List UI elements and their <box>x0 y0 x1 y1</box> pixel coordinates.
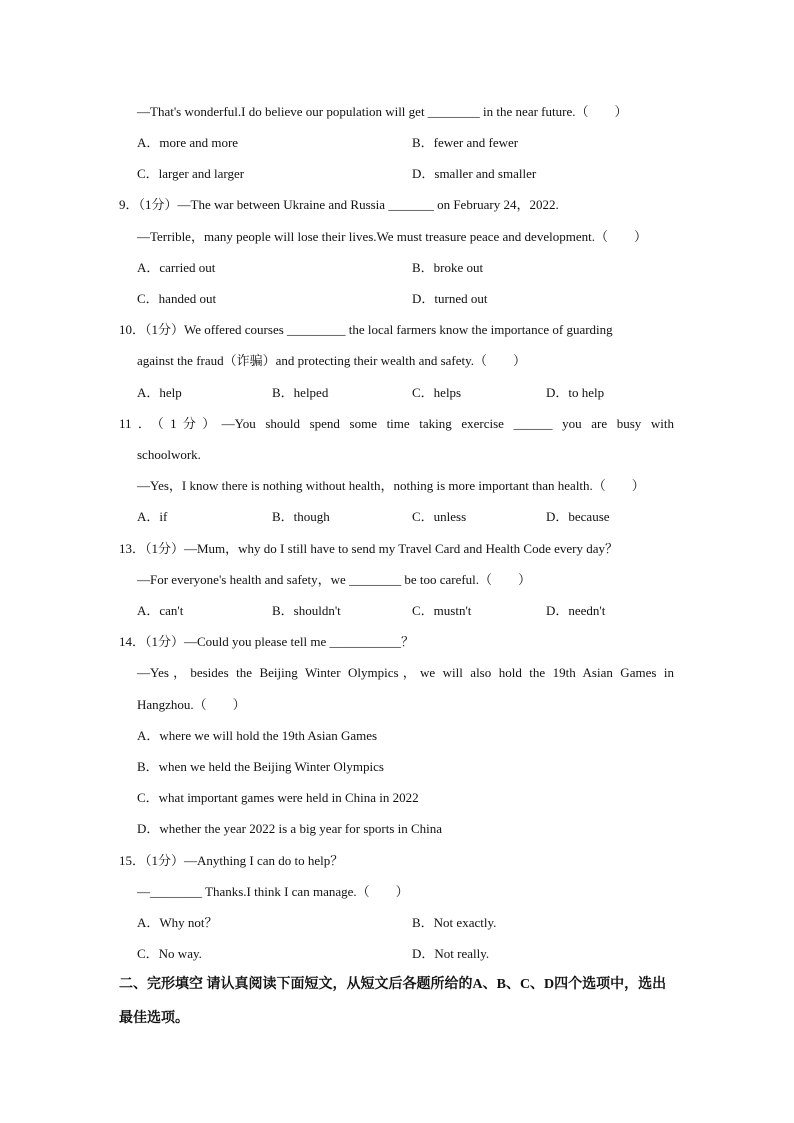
q11-option-d: D．because <box>546 509 610 524</box>
q10-option-b: B．helped <box>272 385 329 400</box>
q14-stem: 14．（1分）—Could you please tell me ___________？ <box>119 634 415 649</box>
section-heading: 二、完形填空 请认真阅读下面短文，从短文后各题所给的A、B、C、D四个选项中，选出 <box>119 977 667 992</box>
q11-option-b: B．though <box>272 509 330 524</box>
q11-option-a: A．if <box>137 509 168 524</box>
q15-option-d: D．Not really. <box>412 946 490 961</box>
q15-option-b: B．Not exactly. <box>412 915 497 930</box>
q11-stem: 11．（1分）—You should spend some time taking exercise ______ you are busy with <box>119 416 674 431</box>
q15-dialogue-line: —________ Thanks.I think I can manage.（ ） <box>137 884 409 899</box>
q10-option-c: C．helps <box>412 385 462 400</box>
q14-option-d: D．whether the year 2022 is a big year for sports in China <box>137 821 443 836</box>
q9-option-b: B．broke out <box>412 260 484 275</box>
q13-option-c: C．mustn't <box>412 603 472 618</box>
q10-stem-continued: against the fraud（诈骗）and protecting their wealth and safety.（ ） <box>137 353 527 368</box>
q8-dialogue-line: —That's wonderful.I do believe our population will get ________ in the near future.（ ） <box>137 104 628 119</box>
q10-option-a: A．help <box>137 385 182 400</box>
q13-stem: 13．（1分）—Mum，why do I still have to send my Travel Card and Health Code every day？ <box>119 541 618 556</box>
q14-option-c: C．what important games were held in China in 2022 <box>137 790 419 805</box>
section-heading-continued: 最佳选项。 <box>119 1011 189 1026</box>
q14-dialogue-line: —Yes，besides the Beijing Winter Olympics，we will also hold the 19th Asian Games in <box>137 665 674 680</box>
q8-option-b: B．fewer and fewer <box>412 135 519 150</box>
q13-option-b: B．shouldn't <box>272 603 341 618</box>
q11-option-c: C．unless <box>412 509 467 524</box>
q9-option-a: A．carried out <box>137 260 216 275</box>
q14-dialogue-continued: Hangzhou.（ ） <box>137 697 246 712</box>
q9-option-c: C．handed out <box>137 291 217 306</box>
q15-option-c: C．No way. <box>137 946 202 961</box>
q9-option-d: D．turned out <box>412 291 488 306</box>
q13-option-d: D．needn't <box>546 603 606 618</box>
q15-option-a: A．Why not？ <box>137 915 218 930</box>
q10-stem: 10．（1分）We offered courses _________ the local farmers know the importance of guarding <box>119 322 613 337</box>
q14-option-b: B．when we held the Beijing Winter Olympics <box>137 759 384 774</box>
q10-option-d: D．to help <box>546 385 605 400</box>
q13-dialogue-line: —For everyone's health and safety，we ________ be too careful.（ ） <box>137 572 532 587</box>
q9-dialogue-line: —Terrible，many people will lose their lives.We must treasure peace and development.（ ） <box>137 229 647 244</box>
q8-option-d: D．smaller and smaller <box>412 166 537 181</box>
q13-option-a: A．can't <box>137 603 184 618</box>
q15-stem: 15．（1分）—Anything I can do to help？ <box>119 853 344 868</box>
q14-option-a: A．where we will hold the 19th Asian Games <box>137 728 378 743</box>
q11-dialogue-line: —Yes，I know there is nothing without health，nothing is more important than health.（ ） <box>137 478 645 493</box>
q8-option-a: A．more and more <box>137 135 239 150</box>
q8-option-c: C．larger and larger <box>137 166 245 181</box>
q11-stem-continued: schoolwork. <box>137 447 201 462</box>
q9-stem: 9．（1分）—The war between Ukraine and Russia _______ on February 24，2022. <box>119 197 559 212</box>
